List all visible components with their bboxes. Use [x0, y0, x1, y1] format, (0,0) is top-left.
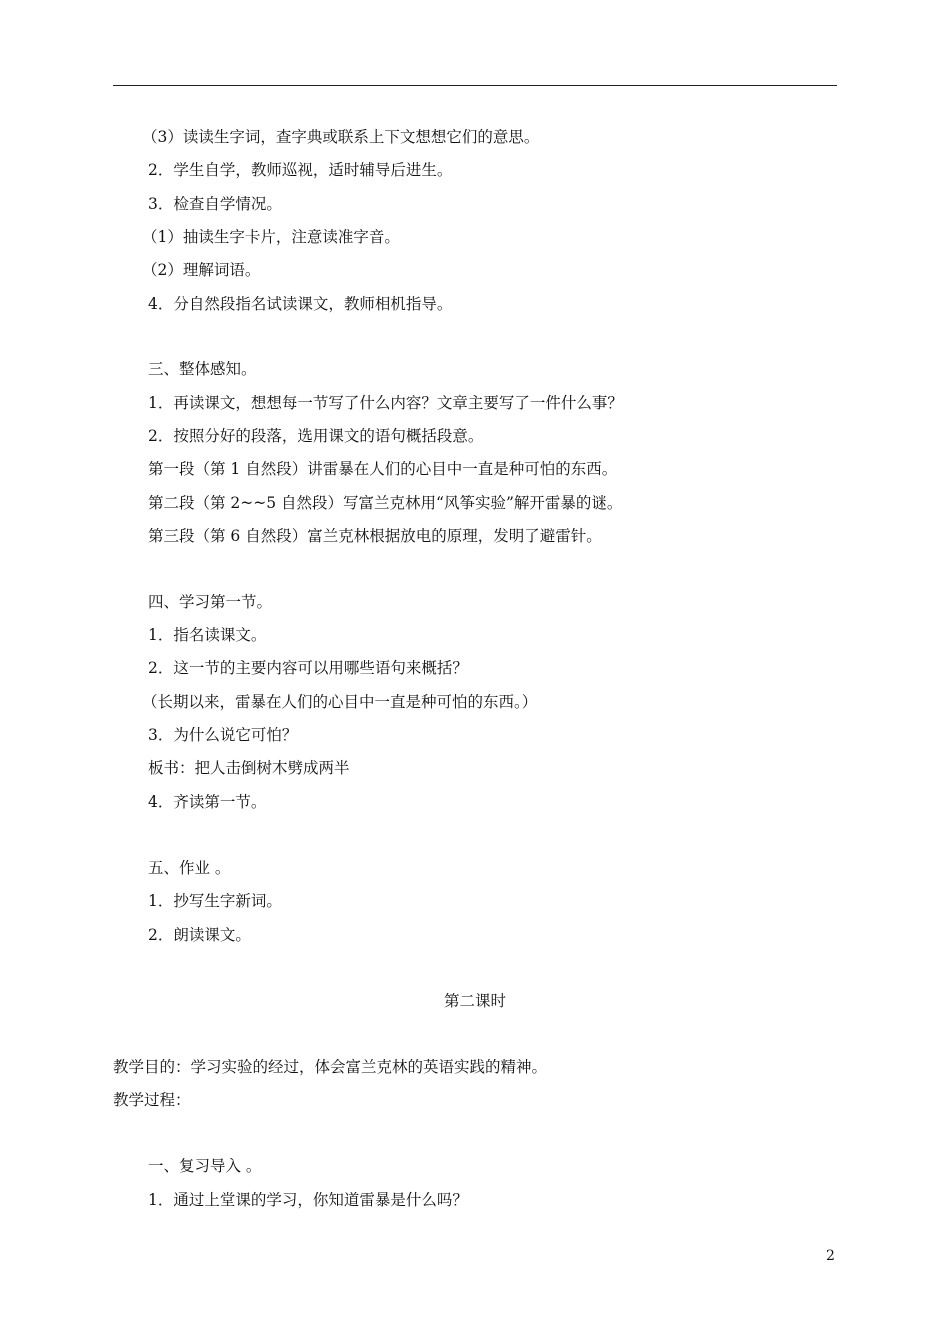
text-line: 2．朗读课文。 — [148, 926, 251, 944]
header-rule — [113, 85, 837, 86]
text-line: 1．指名读课文。 — [148, 626, 267, 644]
teaching-goal: 教学目的：学习实验的经过，体会富兰克林的英语实践的精神。 — [113, 1058, 548, 1076]
text-line: 2．学生自学，教师巡视，适时辅导后进生。 — [148, 161, 453, 179]
text-line: 第一段（第 1 自然段）讲雷暴在人们的心目中一直是种可怕的东西。 — [148, 460, 618, 478]
text-line: 1．抄写生字新词。 — [148, 892, 282, 910]
section-heading: 四、学习第一节。 — [148, 593, 273, 611]
teaching-process-label: 教学过程： — [113, 1091, 191, 1109]
text-line: 板书：把人击倒树木劈成两半 — [148, 759, 350, 777]
section-heading: 一、复习导入 。 — [148, 1157, 262, 1175]
section-heading: 五、作业 。 — [148, 859, 231, 877]
lesson-title: 第二课时 — [443, 992, 506, 1010]
section-heading: 三、整体感知。 — [148, 360, 257, 378]
text-line: 4．分自然段指名试读课文，教师相机指导。 — [148, 295, 453, 313]
text-line: 1．再读课文，想想每一节写了什么内容？文章主要写了一件什么事？ — [148, 394, 623, 412]
text-line: 第二段（第 2~~5 自然段）写富兰克林用“风筝实验”解开雷暴的谜。 — [148, 494, 623, 512]
page-number: 2 — [826, 1248, 835, 1264]
text-line: 1．通过上堂课的学习，你知道雷暴是什么吗？ — [148, 1191, 468, 1209]
text-line: 2．这一节的主要内容可以用哪些语句来概括？ — [148, 659, 468, 677]
text-line: （1）抽读生字卡片，注意读准字音。 — [142, 228, 400, 246]
text-line: 3．为什么说它可怕？ — [148, 726, 298, 744]
text-line: 2．按照分好的段落，选用课文的语句概括段意。 — [148, 427, 484, 445]
text-line: 第三段（第 6 自然段）富兰克林根据放电的原理，发明了避雷针。 — [148, 527, 602, 545]
text-line: （2）理解词语。 — [142, 261, 261, 279]
text-line: （长期以来，雷暴在人们的心目中一直是种可怕的东西。） — [142, 693, 538, 711]
text-line: 4．齐读第一节。 — [148, 793, 267, 811]
text-line: 3．检查自学情况。 — [148, 195, 282, 213]
text-line: （3）读读生字词，查字典或联系上下文想想它们的意思。 — [142, 128, 540, 146]
